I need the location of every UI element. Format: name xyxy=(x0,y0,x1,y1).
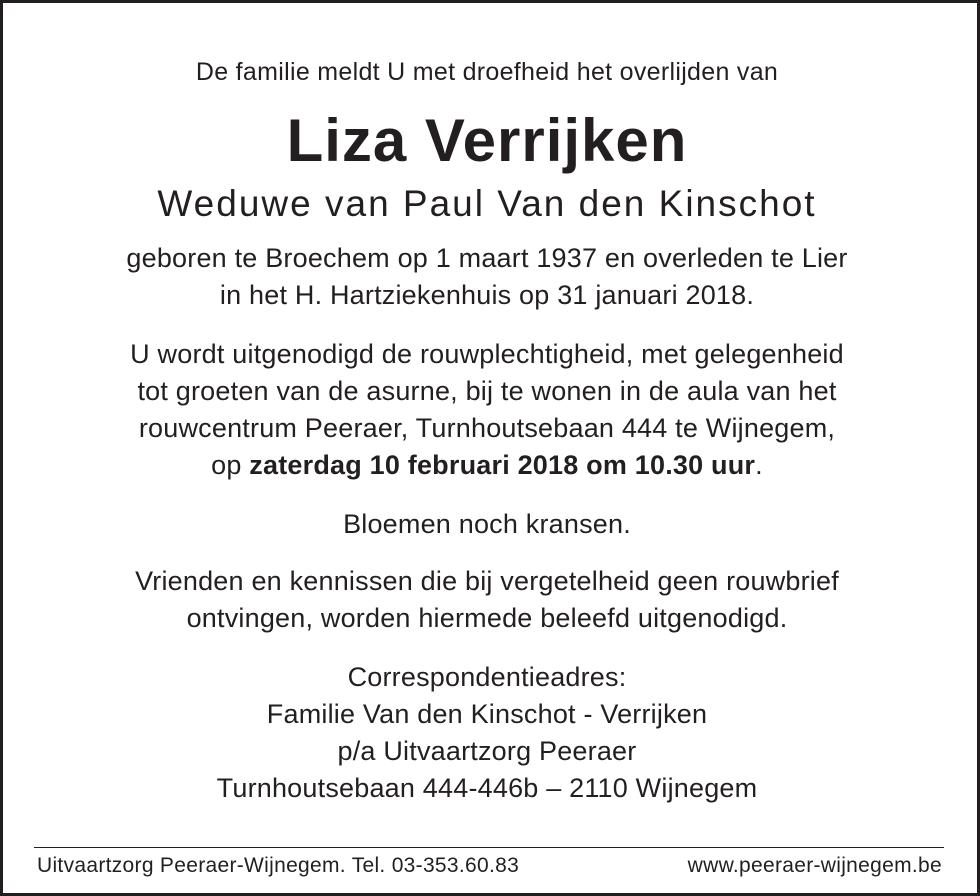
address-line: Familie Van den Kinschot - Verrijken xyxy=(266,699,708,729)
address-heading: Correspondentieadres: xyxy=(347,662,627,692)
birth-death-paragraph xyxy=(0,240,974,314)
address-line: Turnhoutsebaan 444-446b – 2110 Wijnegem xyxy=(216,773,758,803)
intro-text: De familie meldt U met droefheid het overlijden van xyxy=(195,58,779,86)
flowers-note: Bloemen noch kransen. xyxy=(343,509,631,539)
friends-line: Vrienden en kennissen die bij vergetelheid geen rouwbrief xyxy=(135,566,839,596)
birth-death-line: geboren te Broechem op 1 maart 1937 en overleden te Lier xyxy=(126,243,848,273)
correspondence-address xyxy=(0,659,974,807)
footer-website[interactable]: www.peeraer-wijnegem.be xyxy=(687,854,942,877)
invitation-date-prefix: op xyxy=(211,450,250,480)
invitation-paragraph xyxy=(0,336,974,484)
deceased-name: Liza Verrijken xyxy=(286,107,688,174)
invitation-line: tot groeten van de asurne, bij te wonen in de aula van het xyxy=(137,376,837,406)
footer-company: Uitvaartzorg Peeraer-Wijnegem. Tel. 03-353.60.83 xyxy=(37,854,520,877)
friends-paragraph xyxy=(0,563,974,637)
invitation-date-line xyxy=(0,447,974,484)
invitation-line: U wordt uitgenodigd de rouwplechtigheid, met gelegenheid xyxy=(130,339,844,369)
birth-death-line: in het H. Hartziekenhuis op 31 januari 2018. xyxy=(219,280,755,310)
friends-line: ontvingen, worden hiermede beleefd uitgenodigd. xyxy=(186,603,788,633)
invitation-line: rouwcentrum Peeraer, Turnhoutsebaan 444 te Wijnegem, xyxy=(138,413,836,443)
ceremony-date: zaterdag 10 februari 2018 om 10.30 uur xyxy=(249,450,756,480)
invitation-date-suffix: . xyxy=(755,450,763,480)
widow-of-text: Weduwe van Paul Van den Kinschot xyxy=(157,183,817,224)
footer-divider xyxy=(34,847,944,848)
address-line: p/a Uitvaartzorg Peeraer xyxy=(337,736,637,766)
